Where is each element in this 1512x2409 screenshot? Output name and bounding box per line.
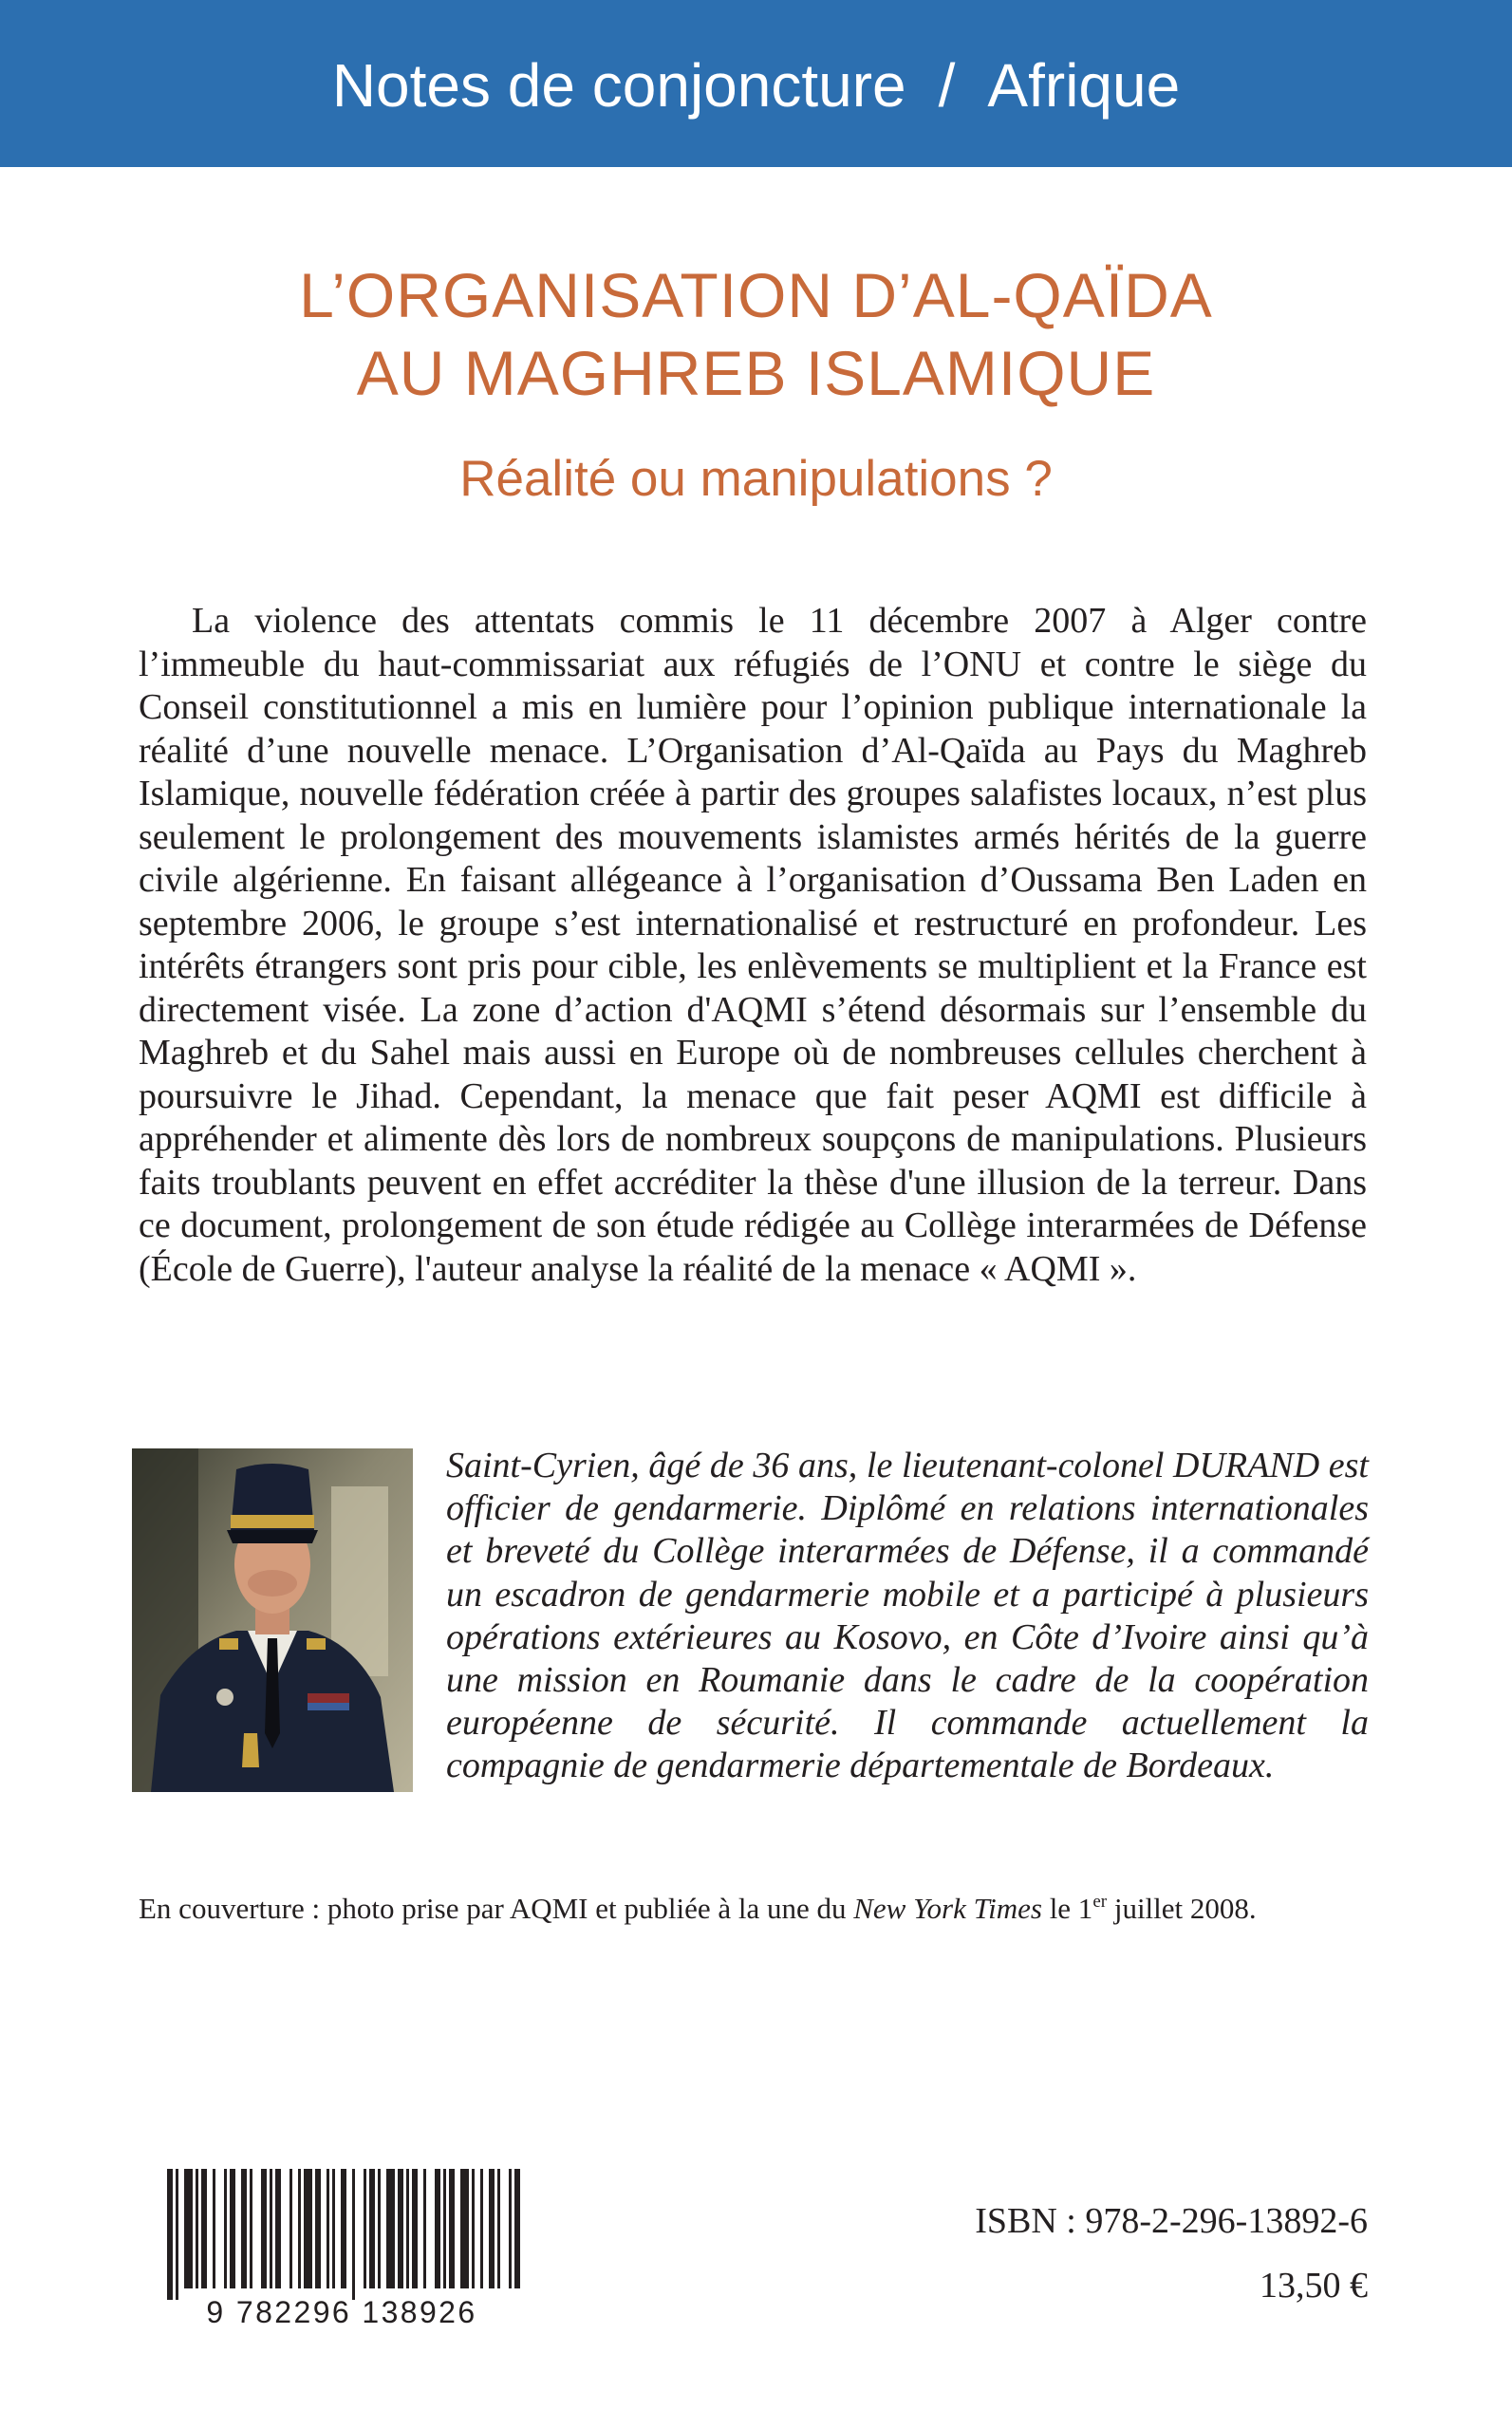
book-price: 13,50 €: [1260, 2266, 1368, 2306]
credit-newspaper: New York Times: [853, 1892, 1042, 1925]
author-photo: [132, 1448, 413, 1792]
barcode-bar: [332, 2169, 335, 2288]
barcode-bars: [167, 2169, 520, 2300]
barcode-bar: [196, 2169, 198, 2288]
author-bio-text: Saint-Cyrien, âgé de 36 ans, le lieutenant-colonel DURAND est officier de gendarmerie. Diplômé en relations internationales et breveté du Collège interarmées de Défense, il a commandé un escadron de gendarmerie mobile et a participé à plusieurs opérations extérieures au Kosovo, en Côte d’Ivoire ainsi qu’à une mission en Roumanie dans le cadre de la coopération européenne de sécurité. Il commande actuellement la compagnie de gendarmerie départementale de Bordeaux.: [446, 1446, 1369, 1786]
banner-separator: /: [938, 51, 956, 120]
collection-banner-text: [0, 46, 1512, 125]
barcode-bar: [241, 2169, 247, 2288]
collection-region: Afrique: [987, 51, 1181, 120]
barcode-bar: [509, 2169, 512, 2288]
barcode-bar: [213, 2169, 215, 2288]
barcode-bar: [423, 2169, 426, 2288]
barcode-bar: [514, 2169, 520, 2288]
author-portrait-illustration: [132, 1448, 413, 1792]
barcode-graphic: [159, 2169, 524, 2328]
barcode-bar: [480, 2169, 483, 2288]
barcode-digits: 9 782296 138926: [206, 2295, 477, 2328]
credit-superscript: er: [1092, 1892, 1108, 1912]
barcode-bar: [406, 2169, 409, 2288]
barcode-bar: [412, 2169, 418, 2288]
barcode-bar: [378, 2169, 381, 2288]
barcode-bar: [298, 2169, 301, 2288]
credit-prefix: En couverture : photo prise par AQMI et publiée à la une du: [139, 1892, 854, 1925]
barcode-bar: [261, 2169, 267, 2288]
barcode-bar: [230, 2169, 235, 2288]
credit-suffix: juillet 2008.: [1107, 1892, 1257, 1925]
barcode-bar: [250, 2169, 252, 2288]
summary-paragraph: La violence des attentats commis le 11 décembre 2007 à Alger contre l’immeuble du haut-commissariat aux réfugiés de l’ONU et contre le siège du Conseil constitutionnel a mis en lumière pour l’opinion publique internationale la réalité d’une nouvelle menace. L’Organisation d’Al-Qaïda au Pays du Maghreb Islamique, nouvelle fédération créée à partir des groupes salafistes locaux, n’est plus seulement le prolongement des mouvements islamistes armés hérités de la guerre civile algérienne. En faisant allégeance à l’organisation d’Oussama Ben Laden en septembre 2006, le groupe s’est internationalisé et restructuré en profondeur. Les intérêts étrangers sont pris pour cible, les enlèvements se multiplient et la France est directement visée. La zone d’action d'AQMI s’étend désormais sur l’ensemble du Maghreb et du Sahel mais aussi en Europe où de nombreuses cellules cherchent à poursuivre le Jihad. Cependant, la menace que fait peser AQMI est difficile à appréhender et alimente dès lors de nombreux soupçons de manipulations. Plusieurs faits troublants peuvent en effet accréditer la thèse d'une illusion de la terreur. Dans ce document, prolongement de son étude rédigée au Collège interarmées de Défense (École de Guerre), l'auteur analyse la réalité de la menace « AQMI ».: [139, 601, 1367, 1289]
book-summary: [139, 600, 1367, 1291]
book-subtitle: Réalité ou manipulations ?: [459, 451, 1053, 507]
barcode-bar: [398, 2169, 403, 2288]
author-biography: [446, 1445, 1369, 1788]
barcode-bar: [364, 2169, 366, 2288]
barcode-bar: [386, 2169, 395, 2288]
barcode-bar: [460, 2169, 469, 2288]
barcode-bar: [472, 2169, 475, 2288]
barcode-bar: [369, 2169, 375, 2288]
barcode-bar: [435, 2169, 440, 2288]
cover-credit: [139, 1890, 1391, 1928]
collection-name: Notes de conjoncture: [331, 51, 906, 120]
barcode-bar: [201, 2169, 207, 2288]
barcode-bar: [443, 2169, 446, 2288]
barcode-bar: [489, 2169, 495, 2288]
barcode-bar: [184, 2169, 193, 2288]
barcode-bar: [352, 2169, 355, 2300]
book-title-line-1: L’ORGANISATION D’AL-QAÏDA: [299, 260, 1213, 330]
barcode-bar: [224, 2169, 227, 2288]
credit-middle: le 1: [1041, 1892, 1093, 1925]
isbn-barcode: [159, 2169, 524, 2328]
barcode-bar: [275, 2169, 281, 2288]
barcode-bar: [167, 2169, 173, 2300]
barcode-bar: [289, 2169, 292, 2288]
barcode-bar: [176, 2169, 178, 2300]
barcode-bar: [341, 2169, 346, 2288]
barcode-bar: [304, 2169, 312, 2288]
barcode-bar: [327, 2169, 329, 2288]
barcode-bar: [270, 2169, 272, 2288]
barcode-bar: [315, 2169, 321, 2288]
barcode-bar: [497, 2169, 500, 2288]
barcode-bar: [449, 2169, 455, 2288]
isbn-number: ISBN : 978-2-296-13892-6: [975, 2201, 1368, 2241]
book-title-line-2: AU MAGHREB ISLAMIQUE: [356, 338, 1156, 408]
